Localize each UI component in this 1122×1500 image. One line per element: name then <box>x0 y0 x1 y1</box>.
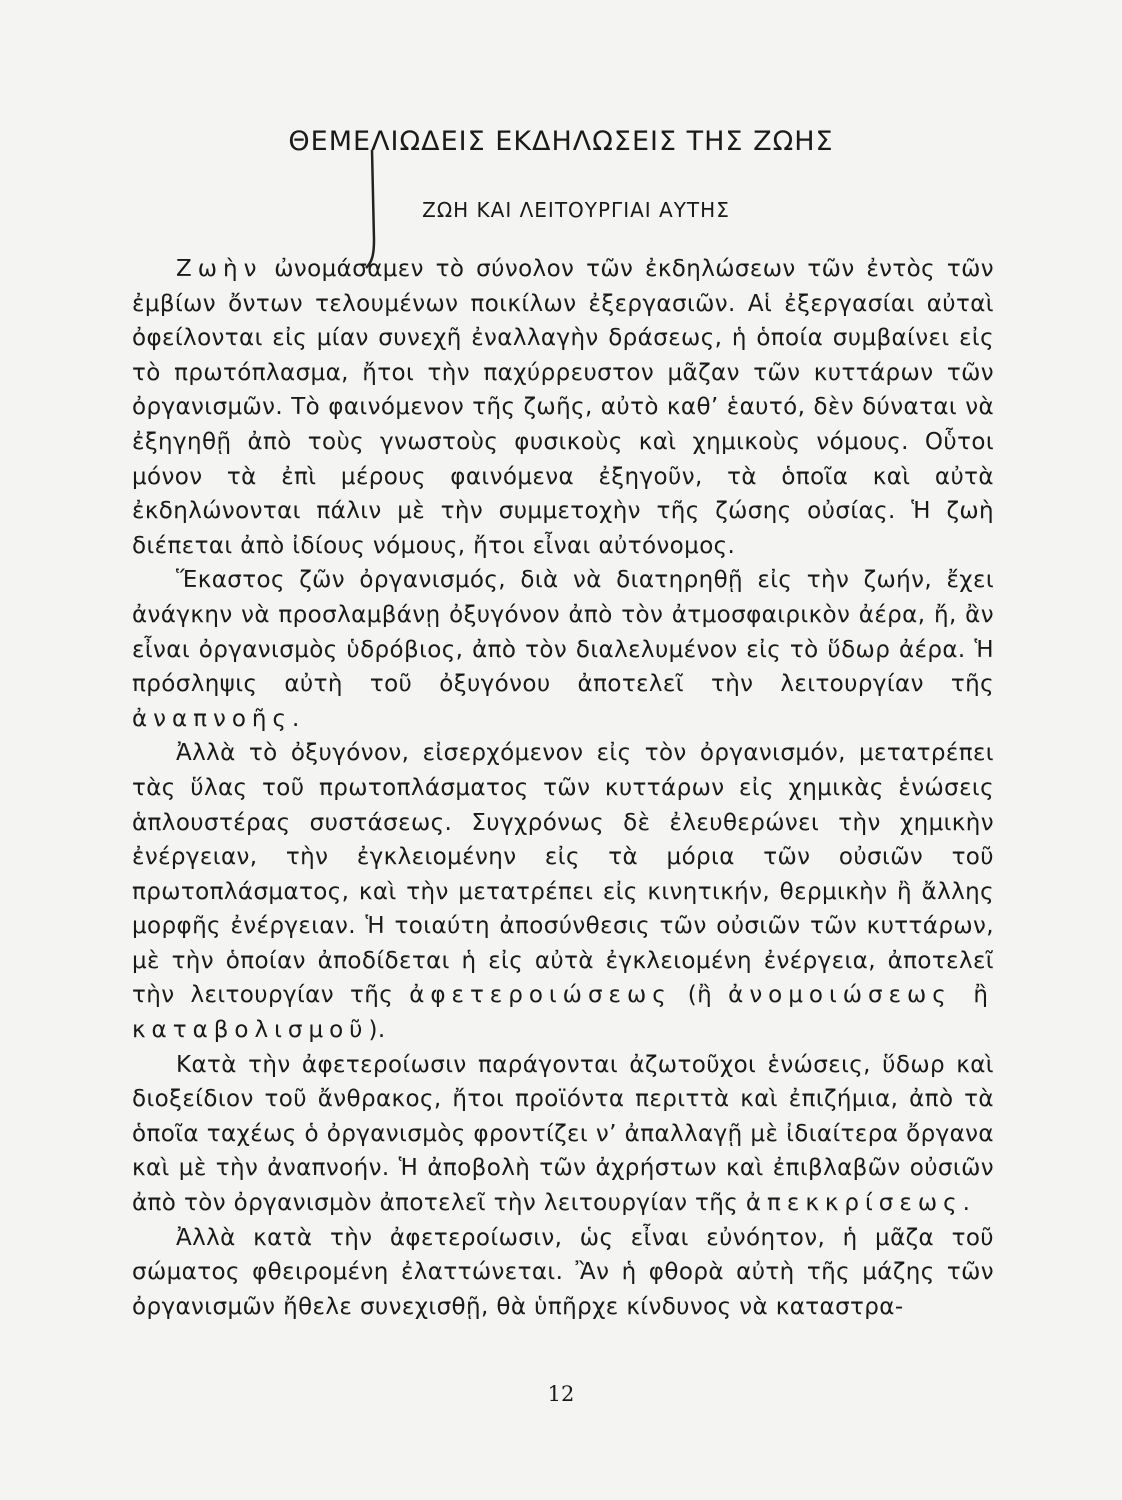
paragraph-text: (ἢ <box>671 982 729 1009</box>
page-number: 12 <box>547 1382 575 1406</box>
paragraph-text: ὠνομάσαμεν τὸ σύνολον τῶν ἐκδηλώσεων τῶν ἐντὸς τῶν ἐμβίων ὄντων τελουμένων ποικίλων ἐξεργασιῶν. Αἱ ἐξεργασίαι αὐταὶ ὀφείλονται εἰς μίαν συνεχῆ ἐναλλαγὴν δράσεως, ἡ ὁποία συμβαίνει εἰς τὸ πρωτόπλασμα, ἤτοι τὴν παχύρρευστον μᾶζαν τῶν κυττάρων τῶν ὀργανισμῶν. Τὸ φαινόμενον τῆς ζωῆς, αὐτὸ καθ’ ἑαυτό, δὲν δύναται νὰ ἐξηγηθῇ ἀπὸ τοὺς γνωστοὺς φυσικοὺς καὶ χημικοὺς νόμους. Οὗτοι μόνον τὰ ἐπὶ μέρους φαινόμενα ἐξηγοῦν, τὰ ὁποῖα καὶ αὐτὰ ἐκδηλώνονται πάλιν μὲ τὴν συμμετοχὴν τῆς ζώσης οὐσίας. Ἡ ζωὴ διέπεται ἀπὸ ἰδίους νόμους, ἤτοι εἶναι αὐτόνομος. <box>132 256 994 559</box>
emphasis-term: ἀφετεροιώσεως <box>409 982 672 1009</box>
paragraph-2 <box>132 563 994 736</box>
paragraph-3 <box>132 736 994 1047</box>
paragraph-text: ). <box>368 1017 386 1044</box>
chapter-title: ΘΕΜΕΛΙΩΔΕΙΣ ΕΚΔΗΛΩΣΕΙΣ ΤΗΣ ΖΩΗΣ <box>288 126 834 157</box>
paragraph-text: Ἀλλὰ κατὰ τὴν ἀφετεροίωσιν, ὡς εἶναι εὐνόητον, ἡ μᾶζα τοῦ σώματος φθειρομένη ἐλαττώνεται. Ἂν ἡ φθορὰ αὐτὴ τῆς μάζης τῶν ὀργανισμῶν ἤθελε συνεχισθῇ, θὰ ὑπῆρχε κίνδυνος νὰ καταστρα- <box>132 1224 994 1320</box>
paragraph-4 <box>132 1048 994 1221</box>
paragraph-1 <box>132 252 994 563</box>
paragraph-text: Ἕκαστος ζῶν ὀργανισμός, διὰ νὰ διατηρηθῇ εἰς τὴν ζωήν, ἔχει ἀνάγκην νὰ προσλαμβάνῃ ὀξυγόνον ἀπὸ τὸν ἀτμοσφαιρικὸν ἀέρα, ἤ, ἂν εἶναι ὀργανισμὸς ὑδρόβιος, ἀπὸ τὸν διαλελυμένον εἰς τὸ ὕδωρ ἀέρα. Ἡ πρόσληψις αὐτὴ τοῦ ὀξυγόνου ἀποτελεῖ τὴν λειτουργίαν τῆς <box>132 567 994 698</box>
emphasis-term: ἀπεκκρίσεως <box>745 1190 963 1217</box>
emphasis-term: ἀνομοιώσεως ἢ καταβολισμοῦ <box>132 982 994 1044</box>
paragraph-text: Ἀλλὰ τὸ ὀξυγόνον, εἰσερχόμενον εἰς τὸν ὀργανισμόν, μετατρέπει τὰς ὕλας τοῦ πρωτοπλάσματος τῶν κυττάρων εἰς χημικὰς ἑνώσεις ἁπλουστέρας συστάσεως. Συγχρόνως δὲ ἐλευθερώνει τὴν χημικὴν ἐνέργειαν, τὴν ἐγκλειομένην εἰς τὰ μόρια τῶν οὐσιῶν τοῦ πρωτοπλάσματος, καὶ τὴν μετατρέπει εἰς κινητικήν, θερμικὴν ἢ ἄλλης μορφῆς ἐνέργειαν. Ἡ τοιαύτη ἀποσύνθεσις τῶν οὐσιῶν τῶν κυττάρων, μὲ τὴν ὁποίαν ἀποδίδεται ἡ εἰς αὐτὰ ἐγκλειομένη ἐνέργεια, ἀποτελεῖ τὴν λειτουργίαν τῆς <box>132 740 994 1009</box>
paragraph-text: . <box>962 1190 971 1217</box>
section-subtitle: ΖΩΗ ΚΑΙ ΛΕΙΤΟΥΡΓΙΑΙ ΑΥΤΗΣ <box>422 198 730 222</box>
paragraph-5 <box>132 1221 994 1325</box>
paragraph-text: Κατὰ τὴν ἀφετεροίωσιν παράγονται ἀζωτοῦχοι ἑνώσεις, ὕδωρ καὶ διοξείδιον τοῦ ἄνθρακος, ἤτοι προϊόντα περιττὰ καὶ ἐπιζήμια, ἀπὸ τὰ ὁποῖα ταχέως ὁ ὀργανισμὸς φροντίζει ν’ ἀπαλλαγῇ μὲ ἰδιαίτερα ὄργανα καὶ μὲ τὴν ἀναπνοήν. Ἡ ἀποβολὴ τῶν ἀχρήστων καὶ ἐπιβλαβῶν οὐσιῶν ἀπὸ τὸν ὀργανισμὸν ἀποτελεῖ τὴν λειτουργίαν τῆς <box>132 1051 994 1217</box>
emphasis-term: ἀναπνοῆς <box>132 705 293 732</box>
emphasis-term: Ζωὴν <box>176 256 263 282</box>
paragraph-text: . <box>292 705 300 732</box>
body-text <box>132 252 994 1324</box>
